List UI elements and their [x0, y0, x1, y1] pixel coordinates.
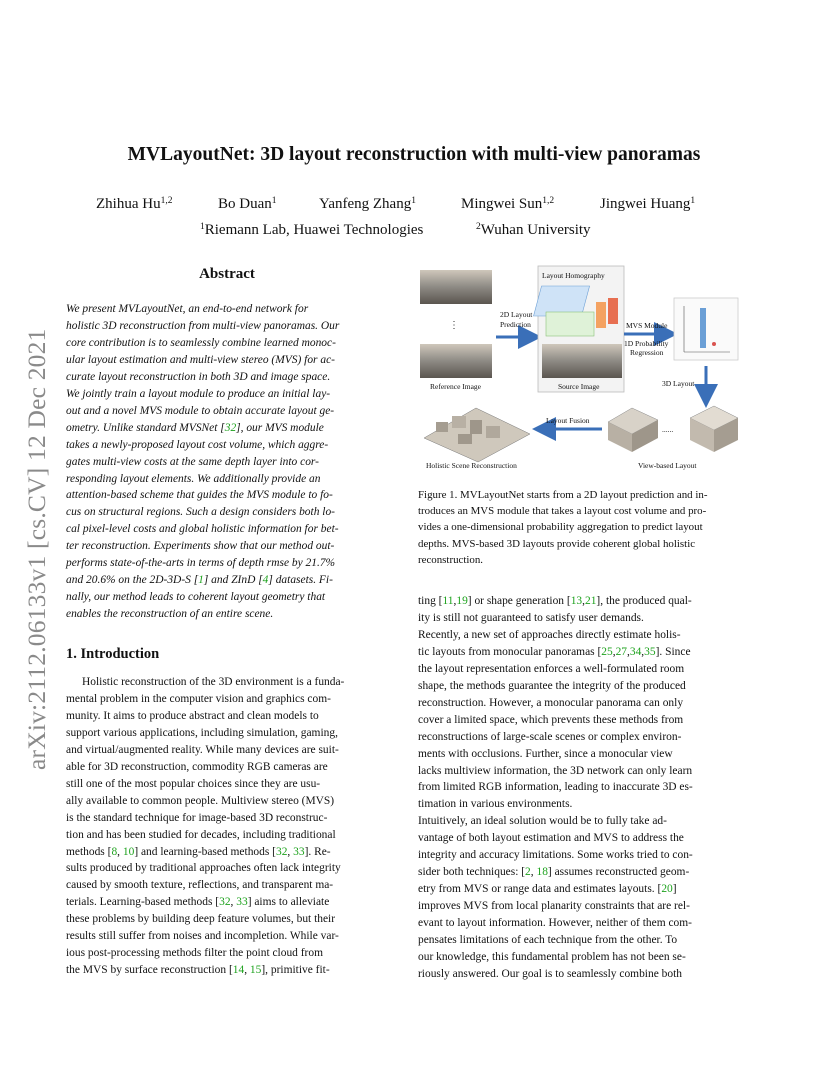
label-regression: Regression	[630, 348, 664, 357]
author-name: Jingwei Huang	[600, 196, 691, 212]
homography-plane	[546, 312, 594, 336]
aff-name: Wuhan University	[480, 222, 591, 238]
scene-room	[458, 434, 472, 444]
abstract-part: ], our MVS module takes a newly-proposed layout cost volume, which aggre- gates multi-view costs at the same depth layer into cor- responding layout elements. We additionally provide an attention-based scheme that guides the MVS module to fo- cus on structural regions. Such a design considers both lo- cal pixel-level costs and global holistic information for bet- ter reconstruction. Experiments show that our method out- performs state-of-the-arts in terms of depth rmse by 21.7% and 20.6% on the 2D-3D-S [	[66, 421, 339, 587]
citation-link[interactable]: 20	[661, 883, 673, 896]
author-name: Yanfeng Zhang	[319, 196, 412, 212]
figure-caption: Figure 1. MVLayoutNet starts from a 2D layout prediction and in- troduces an MVS module that takes a layout cost volume and pro- vides a one-dimensional probability aggregation to predict layout depths. MVS-based 3D layouts provide coherent global holistic reconstruction.	[418, 489, 708, 566]
citation-link[interactable]: 13	[570, 595, 583, 607]
text-part: ,	[453, 595, 457, 607]
citation-link[interactable]: 32	[219, 896, 231, 909]
intro-part: ,	[244, 964, 250, 977]
citation-link[interactable]: 8	[111, 845, 118, 858]
homography-plane	[534, 286, 590, 316]
label-mvs-module: MVS Module	[626, 321, 668, 330]
author-aff: 1,2	[542, 196, 555, 206]
text-part: ,	[627, 645, 630, 658]
citation-link[interactable]: 15	[249, 964, 262, 977]
text-part: ] assumes reconstructed geom- etry from MVS or range data and estimates layouts. [	[418, 866, 690, 896]
holistic-scene	[424, 408, 530, 462]
affiliation-1	[200, 222, 423, 239]
author-zhang	[319, 196, 416, 213]
author-name: Bo Duan	[218, 196, 272, 212]
text-part: ,	[582, 595, 585, 607]
citation-link[interactable]: 11	[442, 595, 454, 607]
vertical-dots: ⋮	[449, 320, 459, 331]
intro-part: ] aims to alleviate these problems by building deep feature volumes, but their results still suffer from noises and incompletion. While var- ious post-processing methods filter the point cloud from the MVS by surface reconstruction [	[66, 896, 339, 977]
citation-link[interactable]: 4	[262, 574, 269, 587]
label-reference-image: Reference Image	[430, 382, 482, 391]
author-aff: 1,2	[160, 196, 173, 206]
citation-link[interactable]: 1	[198, 574, 204, 587]
source-panorama	[542, 344, 622, 378]
text-part: ,	[530, 866, 537, 879]
author-huang	[600, 196, 695, 213]
intro-part: ,	[287, 845, 294, 858]
label-dots: ......	[662, 425, 674, 434]
arxiv-stamp: arXiv:2112.06133v1 [cs.CV] 12 Dec 2021	[22, 328, 51, 770]
affiliation-2	[476, 222, 591, 239]
plot-bar	[700, 308, 706, 348]
text-part: ,	[641, 645, 645, 658]
intro-part: ]. Re- sults produced by traditional approaches often lack integrity caused by smooth texture, reflections, and transparent ma- terials. Learning-based methods [	[66, 845, 341, 909]
author-name: Mingwei Sun	[461, 196, 543, 212]
citation-link[interactable]: 27	[615, 645, 627, 658]
intro-part: ], primitive fit-	[261, 964, 330, 977]
citation-link[interactable]: 33	[236, 896, 248, 909]
citation-link[interactable]: 34	[629, 645, 642, 658]
intro-part: ,	[117, 845, 123, 858]
label-layout-homography: Layout Homography	[542, 271, 605, 280]
cost-volume-slab	[608, 298, 618, 324]
author-name: Zhihua Hu	[96, 196, 161, 212]
citation-link[interactable]: 33	[293, 845, 305, 858]
text-part: ], the produced qual- ity is still not guaranteed to satisfy user demands. Recently, a new set of approaches directly estimate holis- tic layouts from monocular panoramas [	[418, 595, 692, 658]
figure-1-diagram	[418, 262, 742, 476]
abstract-part: ] datasets. Fi- nally, our method leads to coherent layout geometry that enables the reconstruction of an entire scene.	[66, 574, 333, 621]
aff-mark: 2	[476, 222, 481, 232]
intro-part: ] and learning-based methods [	[134, 845, 276, 858]
intro-paragraph	[66, 674, 388, 979]
reference-panorama-top	[420, 270, 492, 304]
text-part: ] or shape generation [	[467, 595, 571, 607]
label-prediction: Prediction	[500, 320, 531, 329]
intro-part: Holistic reconstruction of the 3D environment is a funda- mental problem in the computer vision and graphics com- munity. It aims to produce abstract and clean models to support various applications, including simulation, gaming, and virtual/augmented reality. While many devices are suit- able for 3D reconstruction, commodity RGB cameras are still one of the most popular choices since they are usu- ally available to common people. Multiview stereo (MVS) is the standard technique for image-based 3D reconstruc- tion and has been studied for decades, including traditional methods [	[66, 676, 345, 858]
scene-room	[436, 422, 448, 432]
citation-link[interactable]: 21	[584, 595, 597, 607]
scene-room	[470, 420, 482, 434]
label-source-image: Source Image	[558, 382, 600, 391]
label-layout-fusion: Layout Fusion	[546, 416, 590, 425]
cost-volume-slab	[596, 302, 606, 328]
scene-room	[486, 426, 500, 438]
plot-point	[712, 342, 716, 346]
abstract-part: We present MVLayoutNet, an end-to-end network for holistic 3D reconstruction from multi-view panoramas. Our core contribution is to seamlessly combine learned monoc- ular layout estimation and multi-view stereo (MVS) for ac- curate layout reconstruction in both 3D and image space. We jointly train a layout module to produce an initial lay- out and a novel MVS module to obtain accurate layout ge- ometry. Unlike standard MVSNet [	[66, 303, 340, 434]
paper-title: MVLayoutNet: 3D layout reconstruction with multi-view panoramas	[127, 144, 701, 165]
author-aff: 1	[690, 196, 696, 206]
reference-panorama-bottom	[420, 344, 492, 378]
citation-link[interactable]: 14	[232, 964, 245, 977]
author-duan	[218, 196, 277, 213]
label-holistic: Holistic Scene Reconstruction	[426, 461, 517, 470]
scene-room	[452, 416, 466, 428]
citation-link[interactable]: 10	[122, 845, 135, 858]
label-view-based-layout: View-based Layout	[638, 461, 697, 470]
label-3d-layout: 3D Layout	[662, 379, 695, 388]
citation-link[interactable]: 2	[525, 866, 531, 879]
aff-name: Riemann Lab, Huawei Technologies	[204, 222, 424, 238]
intro-part: ,	[230, 896, 237, 909]
aff-mark: 1	[200, 222, 205, 232]
author-aff: 1	[271, 196, 277, 206]
citation-link[interactable]: 18	[536, 866, 548, 879]
abstract-part: ] and ZInD [	[203, 574, 263, 587]
citation-link[interactable]: 32	[224, 421, 237, 434]
section-heading-introduction: 1. Introduction	[66, 646, 160, 662]
citation-link[interactable]: 35	[644, 645, 656, 658]
citation-link[interactable]: 32	[275, 845, 288, 858]
author-aff: 1	[411, 196, 416, 206]
text-part: ]. Since the layout representation enforces a well-formulated room shape, the methods guarantee the integrity of the produced reconstruction. However, a monocular panorama can only cover a limited space, which prevents these methods from reconstructions of large-scale scenes or complex environ- ments with occlusions. Further, since a monocular view lacks multiview information, the 3D network can only learn from limited RGB information, leading to inaccurate 3D es- timation in various environments. Intuitively, an ideal solution would be to fully take ad- vantage of both layout estimation and MVS to address the integrity and accuracy limitations. Some works tried to con- sider both techniques: [	[418, 645, 693, 879]
right-column-text	[418, 593, 740, 983]
text-part: ,	[612, 645, 616, 658]
author-hu	[96, 196, 172, 213]
text-part: ] improves MVS from local planarity constraints that are rel- evant to layout information. However, neither of them com- pensates limitations of each technique from the other. To our knowledge, this fundamental problem has not been se- riously answered. Our goal is to seamlessly combine both	[418, 883, 692, 980]
citation-link[interactable]: 19	[456, 595, 468, 607]
text-part: ting [	[418, 595, 443, 607]
label-1d-probability: 1D Probability	[624, 339, 669, 348]
abstract-heading: Abstract	[199, 266, 255, 282]
citation-link[interactable]: 25	[601, 645, 613, 658]
abstract-text	[66, 301, 388, 623]
author-sun	[461, 196, 554, 213]
label-2d-layout: 2D Layout	[500, 310, 533, 319]
